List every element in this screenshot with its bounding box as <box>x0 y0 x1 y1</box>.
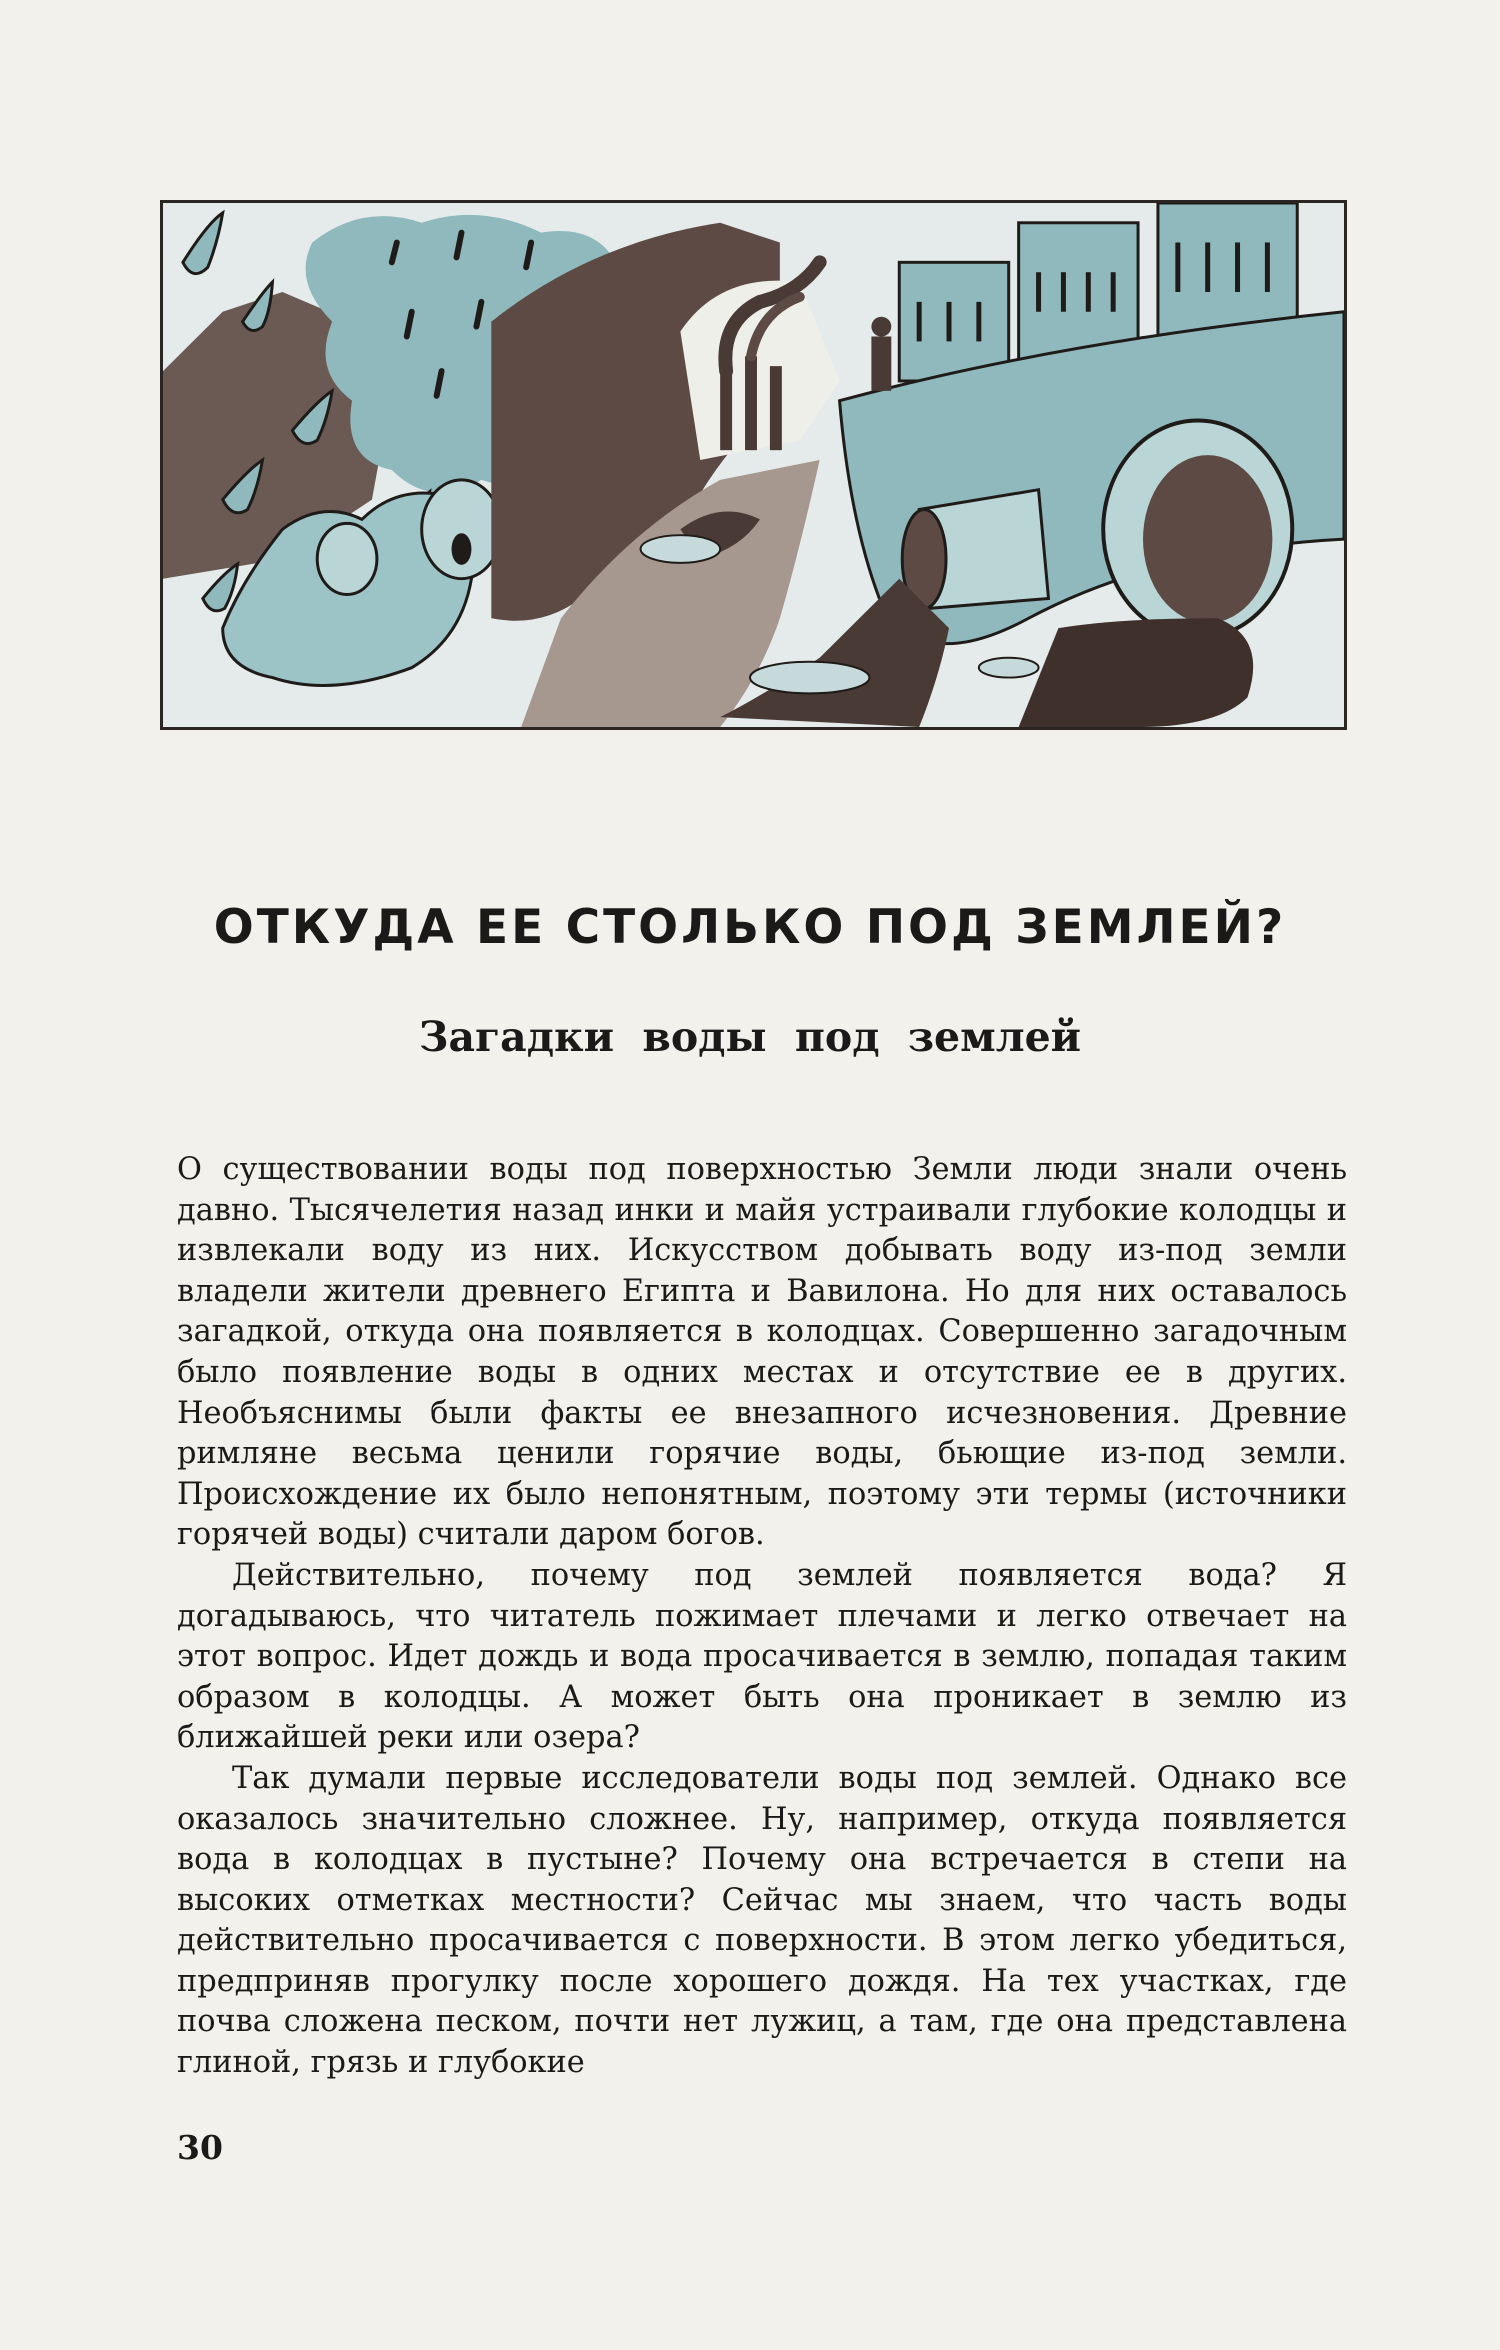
polluted-river-illustration-icon <box>163 203 1344 727</box>
paragraph: Действительно, почему под землей появляется вода? Я догадываюсь, что читатель пожимает плечами и легко отвечает на этот вопрос. Идет дождь и вода просачивается в землю, попадая таким образом в колодцы. А может быть она проникает в землю из ближайшей реки или озера? <box>177 1557 1347 1756</box>
paragraph: Так думали первые исследователи воды под землей. Однако все оказалось значительно сложнее. Ну, например, откуда появляется вода в колодцах в пустыне? Почему она встречается в степи на высоких отметках местности? Сейчас мы знаем, что часть воды действительно просачивается с поверхности. В этом легко убедиться, предприняв прогулку после хорошего дождя. На тех участках, где почва сложена песком, почти нет лужиц, а там, где она представлена глиной, грязь и глубокие <box>177 1760 1347 2081</box>
body-text <box>177 1150 1347 2084</box>
paragraph: О существовании воды под поверхностью Земли люди знали очень давно. Тысячелетия назад инки и майя устраивали глубокие колодцы и извлекали воду из них. Искусством добывать воду из-под земли владели жители древнего Египта и Вавилона. Но для них оставалось загадкой, откуда она появляется в колодцах. Совершенно загадочным было появление воды в одних местах и отсутствие ее в других. Необъяснимы были факты ее внезапного исчезновения. Древние римляне весьма ценили горячие воды, бьющие из-под земли. Происхождение их было непонятным, поэтому эти термы (источники горячей воды) считали даром богов. <box>177 1152 1347 1553</box>
section-subtitle: Загадки воды под землей <box>418 1013 1082 1061</box>
chapter-illustration <box>160 200 1347 730</box>
chapter-title: ОТКУДА ЕЕ СТОЛЬКО ПОД ЗЕМЛЕЙ? <box>213 900 1287 955</box>
page-number: 30 <box>177 2128 223 2167</box>
